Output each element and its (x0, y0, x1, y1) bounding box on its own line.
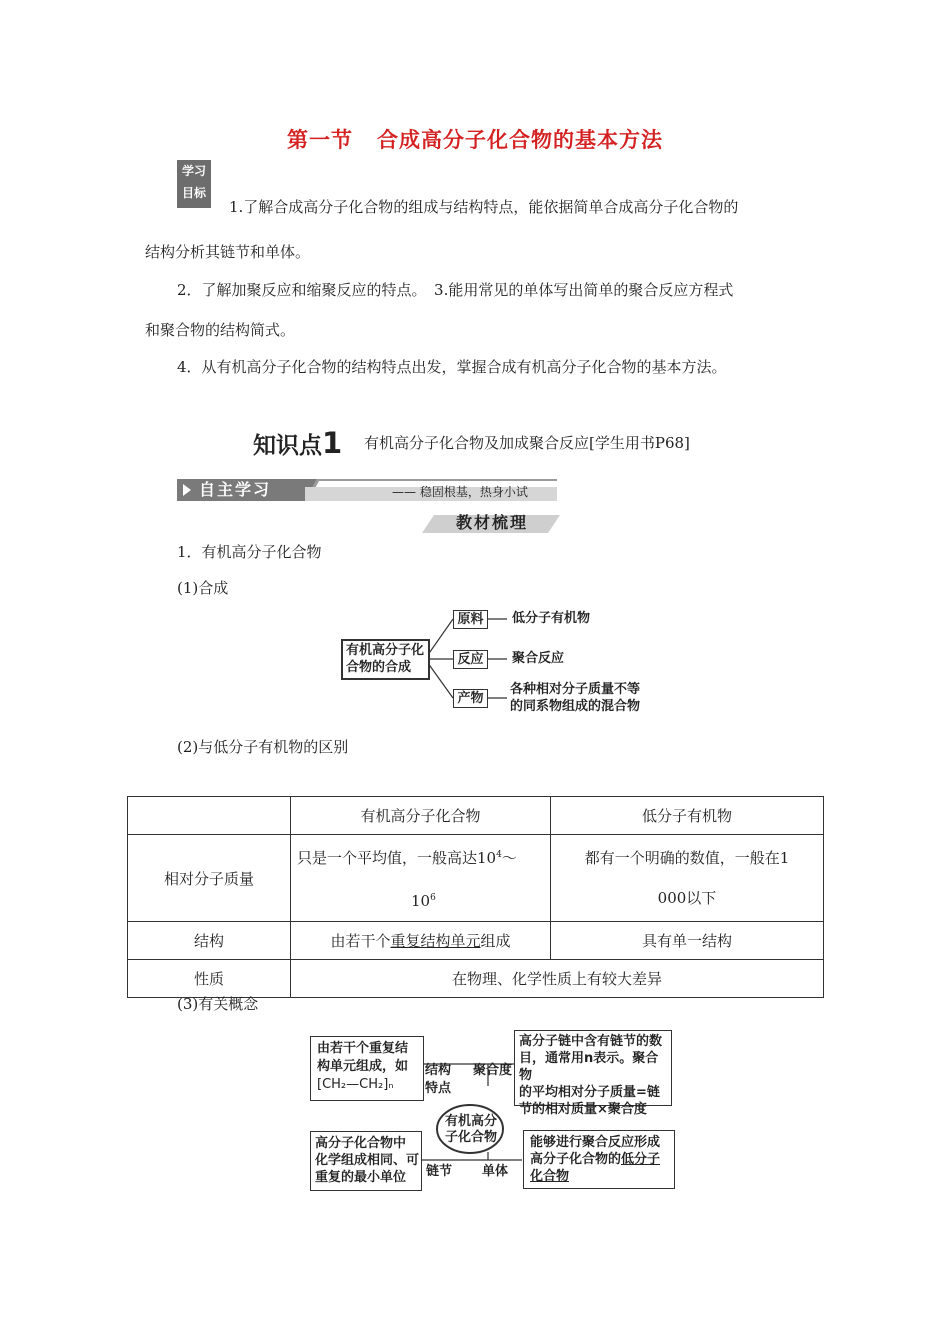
mass-text-b: 10 (411, 892, 431, 910)
exp-6: 6 (430, 893, 436, 903)
kp-label: 知识点 (253, 433, 322, 459)
table-row (128, 960, 824, 998)
badge-line2: 目标 (181, 186, 206, 200)
raw-material-text: 低分子有机物 (512, 611, 591, 626)
br-line3: 化合物 (530, 1169, 570, 1184)
heading-1-3: (3)有关概念 (177, 995, 259, 1013)
label-structure-1: 结构 (425, 1063, 452, 1078)
row-label-property: 性质 (128, 960, 291, 998)
table-row (128, 835, 824, 922)
section-name: 合成高分子化合物的基本方法 (377, 128, 663, 152)
center2-line1: 有机高分 (444, 1114, 497, 1129)
section-bar-label: 自主学习 (199, 480, 272, 499)
link-unit-box (310, 1131, 422, 1191)
tr-line4: 节的相对质量×聚合度 (519, 1102, 647, 1117)
label-structure-2: 特点 (425, 1081, 452, 1096)
tr-line1: 高分子链中含有链节的数 (519, 1034, 663, 1049)
header-low: 低分子有机物 (551, 797, 824, 835)
cell-low-structure: 具有单一结构 (551, 922, 824, 960)
cell-high-structure (291, 922, 551, 960)
label-structure (425, 1062, 451, 1098)
degree-box (514, 1030, 672, 1117)
tl-line1: 由若干个重复结 (317, 1041, 409, 1056)
tl-line2: 构单元组成，如 (317, 1059, 409, 1074)
bl-line2: 化学组成相同、可 (315, 1153, 420, 1168)
cell-high-mass-line2 (297, 878, 544, 921)
page-title (0, 124, 950, 154)
raw-material-tag: 原料 (453, 610, 488, 629)
comparison-table (127, 796, 824, 998)
low-mass-line2: 000以下 (657, 889, 717, 907)
repeat-unit-box (310, 1036, 424, 1101)
low-mass-line1: 都有一个明确的数值，一般在1 (584, 849, 790, 867)
heading-1: 1．有机高分子化合物 (177, 543, 322, 561)
br-line1: 能够进行聚合反应形成 (530, 1135, 661, 1150)
synthesis-center-box (341, 639, 430, 680)
header-empty (128, 797, 291, 835)
structure-pre: 由若干个 (330, 932, 391, 950)
mass-text-a: 只是一个平均值，一般高达10 (297, 849, 497, 867)
bl-line1: 高分子化合物中 (315, 1136, 407, 1151)
heading-1-1: (1)合成 (177, 579, 229, 597)
knowledge-point-heading (253, 426, 342, 460)
kp-number: 1 (322, 426, 343, 460)
product-text (510, 681, 640, 715)
concepts-center (440, 1114, 502, 1146)
reaction-text: 聚合反应 (512, 651, 565, 666)
sub-banner: 教材梳理 (455, 513, 528, 532)
row-label-structure: 结构 (128, 922, 291, 960)
center2-line2: 子化合物 (444, 1130, 497, 1145)
tr-line3: 的平均相对分子质量=链 (519, 1085, 660, 1100)
objective-2b: 和聚合物的结构简式。 (145, 321, 296, 339)
label-link: 链节 (426, 1164, 453, 1179)
center-line2: 合物的合成 (346, 660, 412, 675)
learning-goal-badge (177, 160, 211, 208)
br-line2-pre: 高分子化合物的 (530, 1152, 622, 1167)
structure-post: 组成 (480, 932, 511, 950)
product-text-line2: 的同系物组成的混合物 (510, 699, 641, 714)
product-text-line1: 各种相对分子质量不等 (510, 682, 641, 697)
objective-4: 4．从有机高分子化合物的结构特点出发，掌握合成有机高分子化合物的基本方法。 (177, 358, 727, 376)
tl-formula: [CH₂—CH₂]ₙ (317, 1077, 394, 1092)
label-monomer: 单体 (482, 1164, 509, 1179)
cell-high-mass (291, 835, 551, 922)
label-degree: 聚合度 (473, 1063, 513, 1078)
synthesis-diagram (339, 605, 643, 713)
section-number: 第一节 (287, 128, 353, 152)
concepts-diagram (308, 1028, 670, 1188)
cell-property-merged: 在物理、化学性质上有较大差异 (291, 960, 824, 998)
heading-1-2: (2)与低分子有机物的区别 (177, 738, 349, 756)
header-high: 有机高分子化合物 (291, 797, 551, 835)
center-line1: 有机高分子化 (346, 643, 425, 658)
row-label-mass: 相对分子质量 (128, 835, 291, 922)
monomer-box (523, 1130, 675, 1189)
badge-line1: 学习 (181, 164, 206, 178)
objective-1a: 1.了解合成高分子化合物的组成与结构特点，能依据简单合成高分子化合物的 (229, 198, 739, 216)
reaction-tag: 反应 (453, 650, 488, 669)
kp-subtitle: 有机高分子化合物及加成聚合反应[学生用书P68] (364, 434, 690, 452)
product-tag: 产物 (453, 689, 488, 708)
bl-line3: 重复的最小单位 (315, 1170, 407, 1185)
objective-1b: 结构分析其链节和单体。 (145, 243, 311, 261)
cell-high-mass-line1 (297, 835, 544, 878)
structure-underlined: 重复结构单元 (390, 932, 481, 950)
tr-line2: 目，通常用n表示。聚合物 (519, 1051, 659, 1083)
table-row (128, 922, 824, 960)
mass-tilde: ～ (501, 849, 517, 867)
table-header-row (128, 797, 824, 835)
cell-low-mass (551, 835, 824, 922)
objective-2a: 2．了解加聚反应和缩聚反应的特点。 3.能用常见的单体写出简单的聚合反应方程式 (177, 281, 734, 299)
exp-4: 4 (496, 850, 502, 860)
br-line2-underlined: 低分子 (621, 1152, 661, 1167)
section-bar-tagline: —— 稳固根基，热身小试 (392, 485, 528, 499)
